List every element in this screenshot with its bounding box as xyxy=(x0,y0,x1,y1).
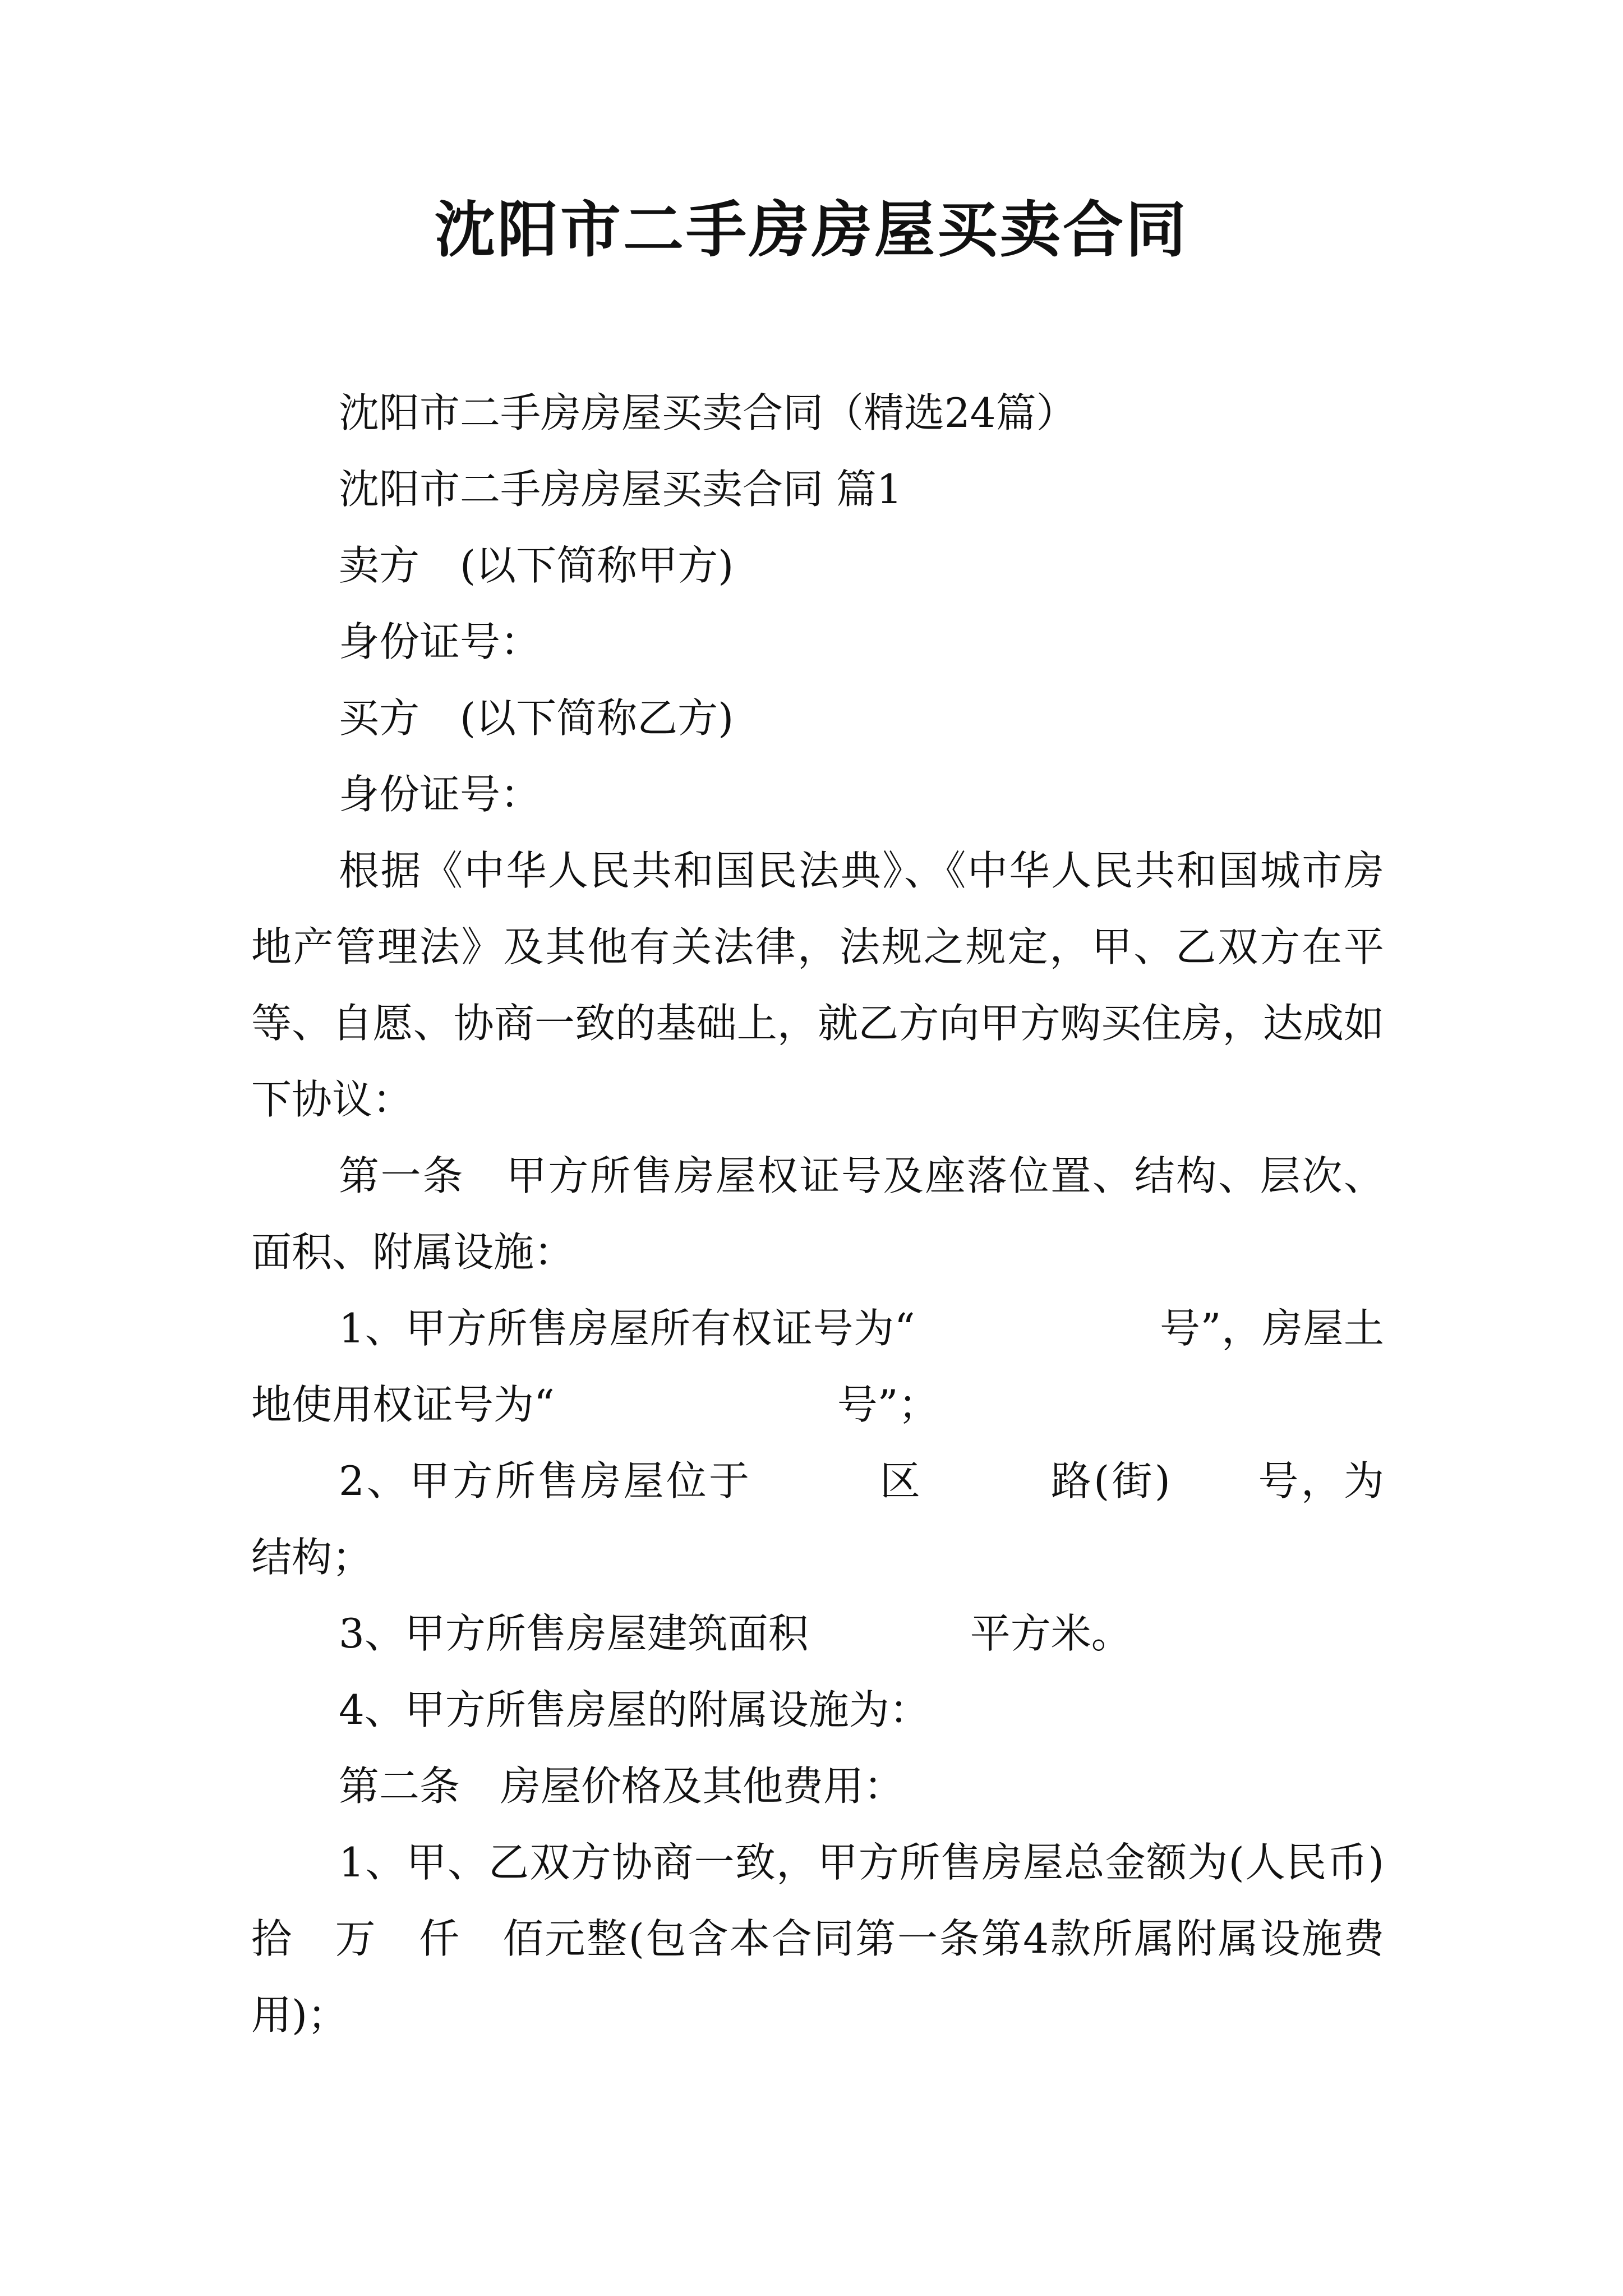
article-1-heading: 第一条 甲方所售房屋权证号及座落位置、结构、层次、面积、附属设施： xyxy=(251,1152,1384,1276)
article-1-clause-3: 3、甲方所售房屋建筑面积 平方米。 xyxy=(339,1610,1132,1657)
article-2-clause-1: 1、甲、乙双方协商一致，甲方所售房屋总金额为(人民币) 拾 万 仟 佰元整(包含本合同第一条第4款所属附属设施费用)； xyxy=(251,1839,1425,2039)
article-2-heading: 第二条 房屋价格及其他费用： xyxy=(339,1763,905,1810)
contract-heading: 沈阳市二手房房屋买卖合同 篇1 xyxy=(339,466,902,513)
buyer-id-line: 身份证号： xyxy=(339,771,541,818)
collection-heading: 沈阳市二手房房屋买卖合同（精选24篇） xyxy=(339,389,1077,436)
document-title: 沈阳市二手房房屋买卖合同 xyxy=(434,195,1188,265)
preamble-paragraph: 根据《中华人民共和国民法典》、《中华人民共和国城市房地产管理法》及其他有关法律，法规之规定，甲、乙双方在平等、自愿、协商一致的基础上，就乙方向甲方购买住房，达成如下协议： xyxy=(251,847,1384,1123)
article-1-clause-2: 2、甲方所售房屋位于 区 路(街) 号，为 结构； xyxy=(251,1457,1465,1581)
seller-line: 卖方 (以下简称甲方) xyxy=(339,542,734,589)
document-body xyxy=(251,375,1465,2053)
buyer-line: 买方 (以下简称乙方) xyxy=(339,694,734,742)
article-1-clause-1: 1、甲方所售房屋所有权证号为“ 号”，房屋土地使用权证号为“ 号”； xyxy=(251,1305,1384,1428)
seller-id-line: 身份证号： xyxy=(339,618,541,665)
article-1-clause-4: 4、甲方所售房屋的附属设施为： xyxy=(339,1686,930,1733)
